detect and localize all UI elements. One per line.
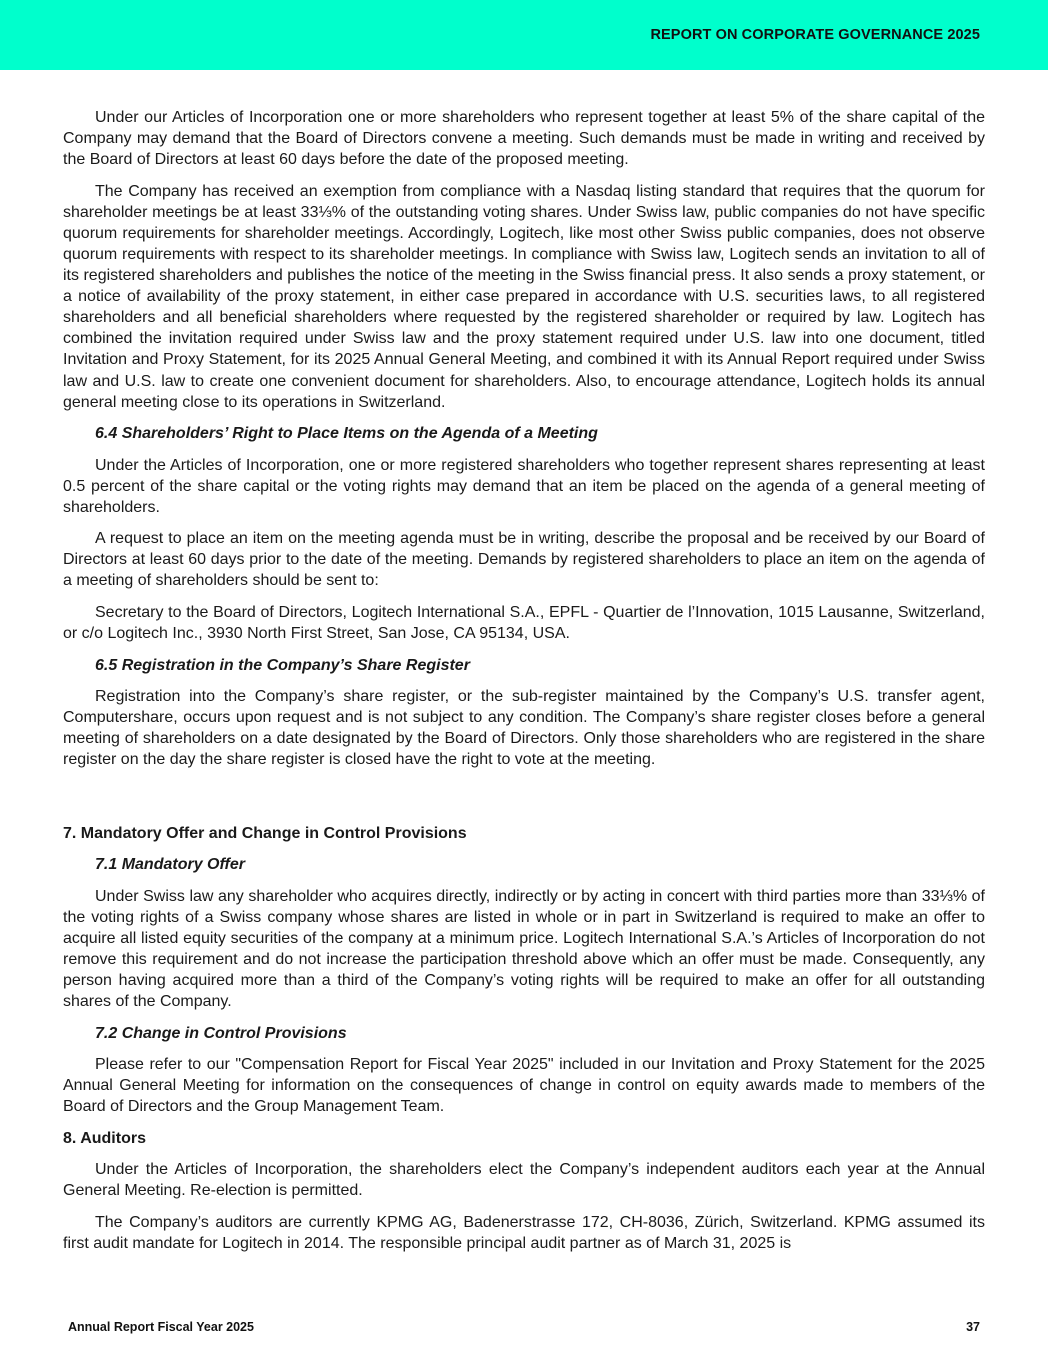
paragraph-auditor-kpmg: The Company’s auditors are currently KPMG AG, Badenerstrasse 172, CH-8036, Zürich, Switzerland. KPMG assumed its first audit mandate for Logitech in 2014. The responsible principal audit partner as of March 31, 2025 is bbox=[63, 1213, 985, 1252]
heading-8: 8. Auditors bbox=[63, 1129, 146, 1147]
heading-7: 7. Mandatory Offer and Change in Control Provisions bbox=[63, 824, 467, 842]
heading-6-4: 6.4 Shareholders’ Right to Place Items on the Agenda of a Meeting bbox=[95, 425, 598, 443]
paragraph-agenda-right: Under the Articles of Incorporation, one or more registered shareholders who together represent shares representing at least 0.5 percent of the share capital or the voting rights may demand that an item be placed on the agenda of a general meeting of shareholders. bbox=[63, 456, 985, 516]
paragraph-share-register: Registration into the Company’s share register, or the sub-register maintained by the Company’s U.S. transfer agent, Computershare, occurs upon request and is not subject to any condition. The Company’s share register closes before a general meeting of shareholders on a date designated by the Board of Directors. Only those shareholders who are registered in the share register on the day the share register is closed have the right to vote at the meeting. bbox=[63, 687, 985, 769]
paragraph-secretary-address: Secretary to the Board of Directors, Logitech International S.A., EPFL - Quartier de l’Innovation, 1015 Lausanne, Switzerland, or c/o Logitech Inc., 3930 North First Street, San Jose, CA 95134, USA. bbox=[63, 603, 985, 643]
paragraph-meeting-demand: Under our Articles of Incorporation one or more shareholders who represent together at least 5% of the share capital of the Company may demand that the Board of Directors convene a meeting. Such demands must be made in writing and received by the Board of Directors at least 60 days before the date of the proposed meeting. bbox=[63, 109, 985, 169]
paragraph-quorum-exemption: The Company has received an exemption from compliance with a Nasdaq listing standard that requires that the quorum for shareholder meetings be at least 33⅓% of the outstanding voting shares. Under Swiss law, public companies do not have specific quorum requirements for shareholder meetings. Accordingly, Logitech, like most other Swiss public companies, does not observe quorum requirements with respect to its shareholder meetings. In compliance with Swiss law, Logitech sends an invitation to all of its registered shareholders and publishes the notice of the meeting in the Swiss financial press. It also sends a proxy statement, or a notice of availability of the proxy statement, in either case prepared in accordance with U.S. securities laws, to all registered shareholders and all beneficial shareholders where requested by the registered shareholder or required by law. Logitech has combined the invitation required under Swiss law and the proxy statement required under U.S. law into one document, titled Invitation and Proxy Statement, for its 2025 Annual General Meeting, and combined it with its Annual Report required under Swiss law and U.S. law to create one convenient document for shareholders. Also, to encourage attendance, Logitech holds its annual general meeting close to its operations in Switzerland. bbox=[63, 182, 985, 411]
heading-7-2: 7.2 Change in Control Provisions bbox=[95, 1024, 347, 1042]
report-title: REPORT ON CORPORATE GOVERNANCE 2025 bbox=[650, 27, 980, 43]
heading-7-1: 7.1 Mandatory Offer bbox=[95, 856, 245, 874]
paragraph-agenda-request: A request to place an item on the meeting agenda must be in writing, describe the proposal and be received by our Board of Directors at least 60 days prior to the date of the meeting. Demands by registered shareholders to place an item on the agenda of a meeting of shareholders should be sent to: bbox=[63, 530, 985, 590]
paragraph-auditor-election: Under the Articles of Incorporation, the shareholders elect the Company’s independent auditors each year at the Annual General Meeting. Re-election is permitted. bbox=[63, 1161, 985, 1200]
section-spacer bbox=[63, 781, 985, 823]
heading-6-5: 6.5 Registration in the Company’s Share Register bbox=[95, 656, 470, 674]
document-body bbox=[63, 107, 985, 1264]
page-number: 37 bbox=[966, 1320, 980, 1334]
paragraph-mandatory-offer: Under Swiss law any shareholder who acquires directly, indirectly or by acting in concert with third parties more than 33⅓% of the voting rights of a Swiss company whose shares are listed in whole or in part in Switzerland is required to make an offer to acquire all listed equity securities of the company at a minimum price. Logitech International S.A.’s Articles of Incorporation do not remove this requirement and do not increase the participation threshold above which an offer must be made. Consequently, any person having acquired more than a third of the Company’s voting rights will be required to make an offer for all outstanding shares of the Company. bbox=[63, 887, 985, 1011]
header-band bbox=[0, 0, 1048, 70]
paragraph-change-in-control: Please refer to our "Compensation Report for Fiscal Year 2025" included in our Invitation and Proxy Statement for the 2025 Annual General Meeting for information on the consequences of change in control on equity awards made to members of the Board of Directors and the Group Management Team. bbox=[63, 1056, 985, 1116]
footer-report-name: Annual Report Fiscal Year 2025 bbox=[68, 1320, 254, 1334]
